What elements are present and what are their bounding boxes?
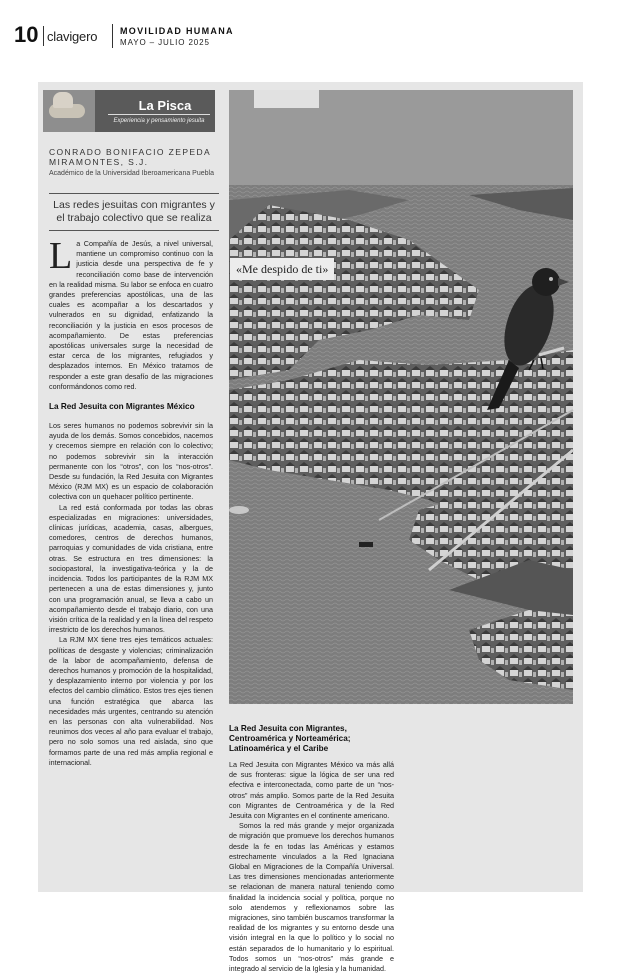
article-subtitle: Las redes jesuitas con migrantes y el trabajo colectivo que se realiza — [53, 199, 215, 224]
issue-date: MAYO – JULIO 2025 — [120, 38, 210, 47]
section-heading: La Red Jesuita con Migrantes México — [49, 402, 195, 412]
body-paragraph: Somos la red más grande y mejor organizada de migración que promueve los derechos humanos desde la fe en todas las Américas y estamos estrechamente vinculados a la Red Ignaciana Global en Migraciones de la Compañía Universal. Las tres dimensiones mencionadas anteriormente se relacionan de manera natural teniendo como finalidad la incidencia social y política, porque no solo atendemos y reflexionamos sobre las migraciones, sino también buscamos transformar la realidad de los migrantes y su entorno desde una visión integral en la que lo político y lo social no están separados de lo humanitario y lo espiritual. Todos somos un “nos-otros” más grande e integrado al servicio de la Iglesia y la humanidad. — [229, 821, 394, 974]
pull-quote: «Me despido de ti» — [230, 258, 334, 280]
section-banner-title: La Pisca — [138, 98, 192, 113]
banner-rule — [108, 114, 210, 115]
body-paragraph: Los seres humanos no podemos sobrevivir sin la ayuda de los demás. Somos concebidos, nacemos y crecemos siempre en relación con lo colectivo; no podemos sobrevivir sin la interacción permanente con los “otros”, con los “nos-otros”. Desde su fundación, la Red Jesuita con Migrantes México (RJM MX) es un espacio de colaboración colectiva con un quehacer político pertinente. — [49, 421, 213, 502]
body-paragraph: La red está conformada por todas las obras especializadas en migraciones: universidades, clínicas jurídicas, academia, casas, albergues, comedores, centros de derechos humanos, parroquias y comunidades de vida cristiana, entre otras. Se estructura en tres dimensiones: la sociopastoral, la investigativa-teórica y la de incidencia. Todos los participantes de la RJM MX pertenecen a una de estas dimensiones y, junto con una programación anual, se lleva a cabo un acompañamiento desde el trabajo diario, con una visión crítica de la realidad y en la línea del respeto irrestricto de los derechos humanos. — [49, 502, 213, 635]
drop-cap: L — [49, 235, 73, 277]
article-column-left — [49, 235, 213, 768]
section-banner-subtitle: Experiencia y pensamiento jesuita — [113, 118, 205, 124]
body-paragraph: La Red Jesuita con Migrantes México va más allá de sus fronteras: sigue la lógica de ser una red efectiva e interconectada, como parte de un “nos-otros” más amplio. Somos parte de la Red Jesuita con Migrantes de Centroamérica y de la Red Jesuita con Migrantes en el continente americano. — [229, 760, 394, 821]
section-name: MOVILIDAD HUMANA — [120, 26, 234, 36]
subtitle-rule-top — [49, 193, 219, 194]
hand-stone-icon — [43, 90, 95, 132]
header-divider — [43, 26, 44, 46]
author-affiliation: Académico de la Universidad Iberoamericana Puebla — [49, 170, 214, 177]
coastal-town-with-bird-image — [229, 90, 573, 704]
body-paragraph: La RJM MX tiene tres ejes temáticos actuales: políticas de desgaste y violencias; criminalización de la labor de acompañamiento, defensa de derechos humanos y promoción de la hospitalidad, y desplazamiento interno por violencia y por los efectos del cambio climático. Estos tres ejes tienen una función estratégica que abarca las necesidades más urgentes, centrando su atención en las personas con alta vulnerabilidad. Nos reunimos dos veces al año para evaluar el trabajo, pero no solo somos una red aislada, sino que formamos parte de una red más amplia regional e internacional. — [49, 635, 213, 767]
section-heading: La Red Jesuita con Migrantes, Centroamérica y Norteamérica; Latinoamérica y el Caribe — [229, 724, 351, 753]
article-column-middle — [229, 724, 394, 974]
page-number: 10 — [14, 22, 39, 47]
author-name: CONRADO BONIFACIO ZEPEDA MIRAMONTES, S.J. — [49, 147, 211, 167]
header-divider — [112, 24, 113, 48]
publication-logo: clavigero — [47, 29, 98, 44]
subtitle-rule-bottom — [49, 230, 219, 231]
intro-paragraph: La Compañía de Jesús, a nivel universal, mantiene un compromiso continuo con la justicia desde una perspectiva de fe y reconciliación como base de intervención en la realidad misma. Su labor se enfoca en cuatro grandes preferencias apostólicas, una de las cuales es acompañar a los descartados y vulnerados en su dignidad, enfatizando la reconciliación y la justicia en esos procesos de acompañamiento. De estas preferencias apostólicas universales surge la necesidad de estar cerca de los migrantes, refugiados y desplazados internos. En México tratamos de responder a este gran desafío de las migraciones conformándonos como red. — [49, 235, 213, 391]
